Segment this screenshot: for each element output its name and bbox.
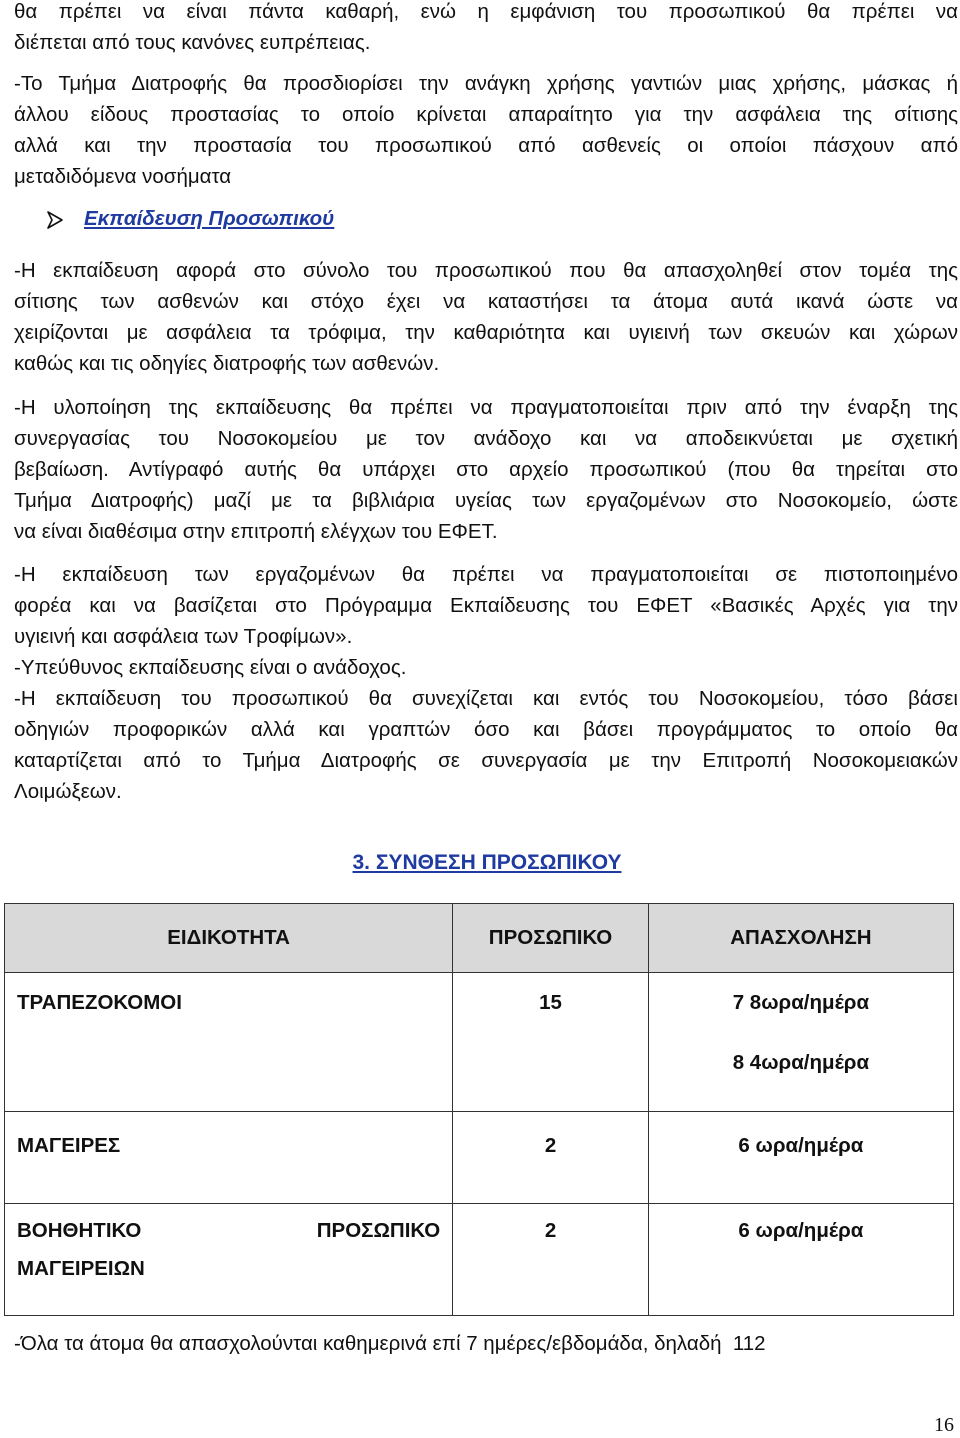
text-line: καθώς και τις οδηγίες διατροφής των ασθενών.: [14, 352, 440, 375]
text-line: συνεργασίας του Νοσοκομείου με τον ανάδοχο και να αποδεικνύεται με σχετική: [14, 427, 958, 450]
table-cell-employment: [648, 973, 953, 1112]
table-cell-specialty: [5, 973, 453, 1112]
text-line: -Υπεύθυνος εκπαίδευσης είναι ο ανάδοχος.: [14, 656, 407, 679]
table-cell-staff: [453, 1204, 649, 1316]
table-row: [5, 973, 954, 1112]
text-line: Τμήμα Διατροφής) μαζί με τα βιβλιάρια υγείας των εργαζομένων στο Νοσοκομείο, ώστε: [14, 489, 958, 512]
cell-text: 8 4ωρα/ημέρα: [732, 1051, 870, 1074]
arrow-bullet-icon: [44, 209, 66, 231]
text-line: Λοιμώξεων.: [14, 780, 122, 803]
text-line: υγιεινή και ασφάλεια των Τροφίμων».: [14, 625, 353, 648]
paragraph-intro: [14, 0, 958, 58]
cell-text: ΤΡΑΠΕΖΟΚΟΜΟΙ: [17, 991, 182, 1014]
table-cell-employment: [648, 1204, 953, 1316]
footer-note: -Όλα τα άτομα θα απασχολούνται καθημερινά επί 7 ημέρες/εβδομάδα, δηλαδή 112: [14, 1332, 766, 1355]
text-line: βεβαίωση. Αντίγραφό αυτής θα υπάρχει στο αρχείο προσωπικού (που θα τηρείται στο: [14, 458, 958, 481]
cell-text: 6 ωρα/ημέρα: [738, 1219, 864, 1242]
paragraph-training-timing: [14, 392, 958, 547]
table-header-row: [5, 904, 954, 973]
cell-text: 2: [544, 1219, 557, 1242]
text-line: φορέα και να βασίζεται στο Πρόγραμμα Εκπαίδευσης του ΕΦΕΤ «Βασικές Αρχές για την: [14, 594, 958, 617]
cell-text: 2: [544, 1134, 557, 1157]
training-heading: Εκπαίδευση Προσωπικού: [84, 207, 335, 230]
cell-text: 15: [539, 991, 562, 1014]
page-number: 16: [934, 1414, 954, 1436]
table-header-cell: ΑΠΑΣΧΟΛΗΣΗ: [648, 904, 953, 973]
table-row: [5, 1112, 954, 1204]
cell-text: 7 8ωρα/ημέρα: [732, 991, 870, 1014]
cell-text: ΒΟΗΘΗΤΙΚΟ: [17, 1219, 142, 1242]
table-row: [5, 1204, 954, 1316]
text-line: -Το Τμήμα Διατροφής θα προσδιορίσει την ανάγκη χρήσης γαντιών μιας χρήσης, μάσκας ή: [14, 72, 958, 95]
table-cell-employment: [648, 1112, 953, 1204]
table-cell-specialty: [5, 1112, 453, 1204]
text-line: -Η εκπαίδευση του προσωπικού θα συνεχίζεται και εντός του Νοσοκομείου, τόσο βάσει: [14, 687, 958, 710]
text-line: σίτισης των ασθενών και στόχο έχει να καταστήσει τα άτομα αυτά ικανά ώστε να: [14, 290, 958, 313]
text-line: μεταδιδόμενα νοσήματα: [14, 165, 232, 188]
table-cell-specialty: [5, 1204, 453, 1316]
text-line: διέπεται από τους κανόνες ευπρέπειας.: [14, 31, 371, 54]
paragraph-protection: [14, 68, 958, 192]
text-line: αλλά και την προστασία του προσωπικού από ασθενείς οι οποίοι πάσχουν από: [14, 134, 958, 157]
staff-composition-table: [4, 903, 954, 1316]
text-line: -Η εκπαίδευση αφορά στο σύνολο του προσωπικού που θα απασχοληθεί στον τομέα της: [14, 259, 958, 282]
text-line: θα πρέπει να είναι πάντα καθαρή, ενώ η εμφάνιση του προσωπικού θα πρέπει να: [14, 0, 958, 23]
section-title: 3. ΣΥΝΘΕΣΗ ΠΡΟΣΩΠΙΚΟΥ: [352, 851, 622, 874]
cell-text: ΜΑΓΕΙΡΕΣ: [17, 1134, 121, 1157]
text-line: -Η υλοποίηση της εκπαίδευσης θα πρέπει να πραγματοποιείται πριν από την έναρξη της: [14, 396, 958, 419]
table-cell-staff: [453, 973, 649, 1112]
text-line: χειρίζονται με ασφάλεια τα τρόφιμα, την καθαριότητα και υγιεινή των σκευών και χώρων: [14, 321, 958, 344]
cell-text: ΠΡΟΣΩΠΙΚΟ: [316, 1219, 441, 1242]
paragraph-training-scope: [14, 255, 958, 379]
text-line: οδηγιών προφορικών αλλά και γραπτών όσο και βάσει προγράμματος το οποίο θα: [14, 718, 958, 741]
table-header-cell: ΠΡΟΣΩΠΙΚΟ: [453, 904, 649, 973]
cell-text-spread: [17, 1212, 440, 1250]
text-line: να είναι διαθέσιμα στην επιτροπή ελέγχων του ΕΦΕΤ.: [14, 520, 498, 543]
cell-text: 6 ωρα/ημέρα: [738, 1134, 864, 1157]
text-line: άλλου είδους προστασίας το οποίο κρίνεται απαραίτητο για την ασφάλεια της σίτισης: [14, 103, 958, 126]
cell-text: ΜΑΓΕΙΡΕΙΩΝ: [17, 1257, 145, 1280]
paragraph-training-provider: [14, 559, 958, 807]
text-line: καταρτίζεται από το Τμήμα Διατροφής σε συνεργασία με την Επιτροπή Νοσοκομειακών: [14, 749, 958, 772]
table-cell-staff: [453, 1112, 649, 1204]
text-line: -Η εκπαίδευση των εργαζομένων θα πρέπει να πραγματοποιείται σε πιστοποιημένο: [14, 563, 958, 586]
table-header-cell: ΕΙΔΙΚΟΤΗΤΑ: [5, 904, 453, 973]
